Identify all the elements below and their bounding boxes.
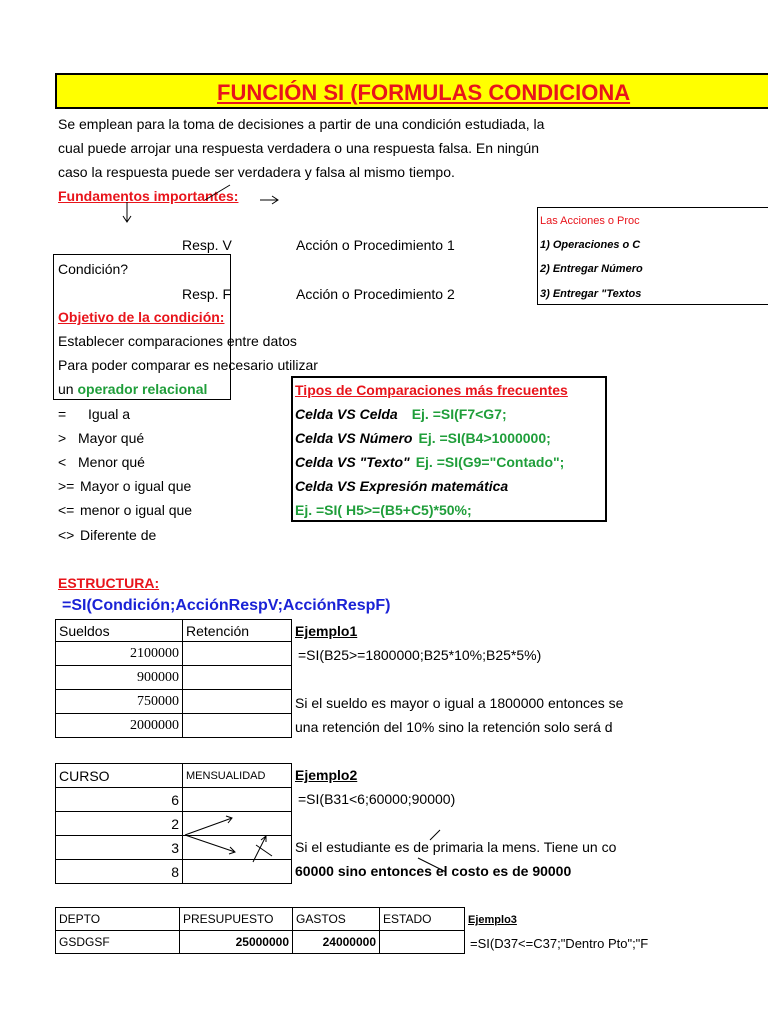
arrow-right: [260, 196, 278, 204]
condicion-label: Condición?: [58, 261, 129, 277]
acciones-item-3: 3) Entregar "Textos: [540, 288, 642, 300]
table-cell[interactable]: GSDGSF: [56, 931, 180, 954]
comparaciones-title: Tipos de Comparaciones más frecuentes: [295, 382, 568, 398]
arrow-stroke: [430, 830, 440, 840]
table-cell[interactable]: 900000: [56, 666, 183, 690]
comparacion-type: Celda VS Expresión matemática: [295, 478, 509, 494]
table-header: PRESUPUESTO: [180, 908, 293, 931]
objetivo-heading: Objetivo de la condición:: [58, 309, 225, 325]
accion-2-label: Acción o Procedimiento 2: [296, 286, 455, 302]
resp-f-label: Resp. F: [182, 286, 232, 302]
comparacion-example: Ej. =SI(G9="Contado";: [415, 454, 565, 470]
arrow-line: [205, 185, 230, 200]
operator-symbol: >=: [58, 478, 75, 494]
ejemplo2-title: Ejemplo2: [295, 767, 358, 783]
table-cell[interactable]: 750000: [56, 690, 183, 714]
operator-label: Igual a: [88, 406, 131, 422]
operator-symbol: >: [58, 430, 67, 446]
arrow-up-right: [185, 816, 232, 835]
intro-line-3: caso la respuesta puede ser verdadera y falsa al mismo tiempo.: [58, 164, 455, 180]
operator-label: Menor qué: [78, 454, 145, 470]
table-cell[interactable]: 3: [56, 836, 183, 860]
operator-label: Mayor qué: [78, 430, 145, 446]
table-header: Sueldos: [56, 620, 183, 642]
table-cell[interactable]: 2: [56, 812, 183, 836]
page-title: FUNCIÓN SI (FORMULAS CONDICIONA: [217, 80, 631, 105]
resp-v-label: Resp. V: [182, 237, 232, 253]
ejemplo2-text-1: Si el estudiante es de primaria la mens. Tiene un co: [295, 839, 617, 855]
operator-symbol: <: [58, 454, 67, 470]
ejemplo3-formula: =SI(D37<=C37;"Dentro Pto";"F: [470, 936, 649, 951]
table-header: ESTADO: [380, 908, 465, 931]
table-header: CURSO: [56, 764, 183, 788]
comparacion-last-example: Ej. =SI( H5>=(B5+C5)*50%;: [295, 502, 472, 518]
operator-label: Mayor o igual que: [80, 478, 192, 494]
comparacion-example: Ej. =SI(B4>1000000;: [418, 430, 551, 446]
ejemplo3-title: Ejemplo3: [468, 914, 517, 926]
operador-prefix: un: [58, 381, 78, 397]
ejemplo1-text-2: una retención del 10% sino la retención solo será d: [295, 719, 613, 735]
comparacion-type: Celda VS Celda: [295, 406, 398, 422]
comparacion-type: Celda VS "Texto": [295, 454, 410, 470]
ejemplo1-text-1: Si el sueldo es mayor o igual a 1800000 entonces se: [295, 695, 624, 711]
objetivo-line-2: Para poder comparar es necesario utilizar: [58, 357, 318, 373]
table-header: MENSUALIDAD: [183, 764, 292, 788]
operador-relacional: operador relacional: [77, 381, 208, 397]
comparacion-example: Ej. =SI(F7<G7;: [411, 406, 507, 422]
intro-line-1: Se emplean para la toma de decisiones a partir de una condición estudiada, la: [58, 116, 545, 132]
table-cell[interactable]: 24000000: [293, 931, 380, 954]
accion-1-label: Acción o Procedimiento 1: [296, 237, 455, 253]
table-cell[interactable]: 25000000: [180, 931, 293, 954]
table-cell[interactable]: 2000000: [56, 714, 183, 738]
arrow-down: [123, 202, 131, 222]
table-cell[interactable]: 2100000: [56, 642, 183, 666]
table-header: GASTOS: [293, 908, 380, 931]
syntax-line: =SI(Condición;AcciónRespV;AcciónRespF): [62, 597, 391, 614]
table-header: DEPTO: [56, 908, 180, 931]
table-cell[interactable]: 8: [56, 860, 183, 884]
acciones-title: Las Acciones o Proc: [540, 215, 640, 227]
table-cell[interactable]: 6: [56, 788, 183, 812]
operator-symbol: <=: [58, 502, 75, 518]
objetivo-line-1: Establecer comparaciones entre datos: [58, 333, 297, 349]
ejemplo1-title: Ejemplo1: [295, 623, 358, 639]
operator-symbol: <>: [58, 527, 75, 543]
ejemplo2-formula: =SI(B31<6;60000;90000): [298, 791, 456, 807]
intro-line-2: cual puede arrojar una respuesta verdadera o una respuesta falsa. En ningún: [58, 140, 539, 156]
arrow-stroke: [418, 858, 446, 872]
arrow-up: [253, 836, 266, 862]
operator-label: menor o igual que: [80, 502, 193, 518]
ejemplo1-formula: =SI(B25>=1800000;B25*10%;B25*5%): [298, 647, 542, 663]
arrow-down-right: [185, 835, 235, 854]
ejemplo2-text-2: 60000 sino entonces el costo es de 90000: [295, 863, 572, 879]
comparacion-type: Celda VS Número: [295, 430, 413, 446]
operator-label: Diferente de: [80, 527, 157, 543]
operator-symbol: =: [58, 406, 67, 422]
acciones-item-1: 1) Operaciones o C: [540, 239, 641, 251]
estructura-heading: ESTRUCTURA:: [58, 575, 160, 591]
fundamentos-heading: Fundamentos importantes:: [58, 188, 239, 204]
table-header: Retención: [183, 620, 292, 642]
acciones-item-2: 2) Entregar Número: [540, 263, 643, 275]
